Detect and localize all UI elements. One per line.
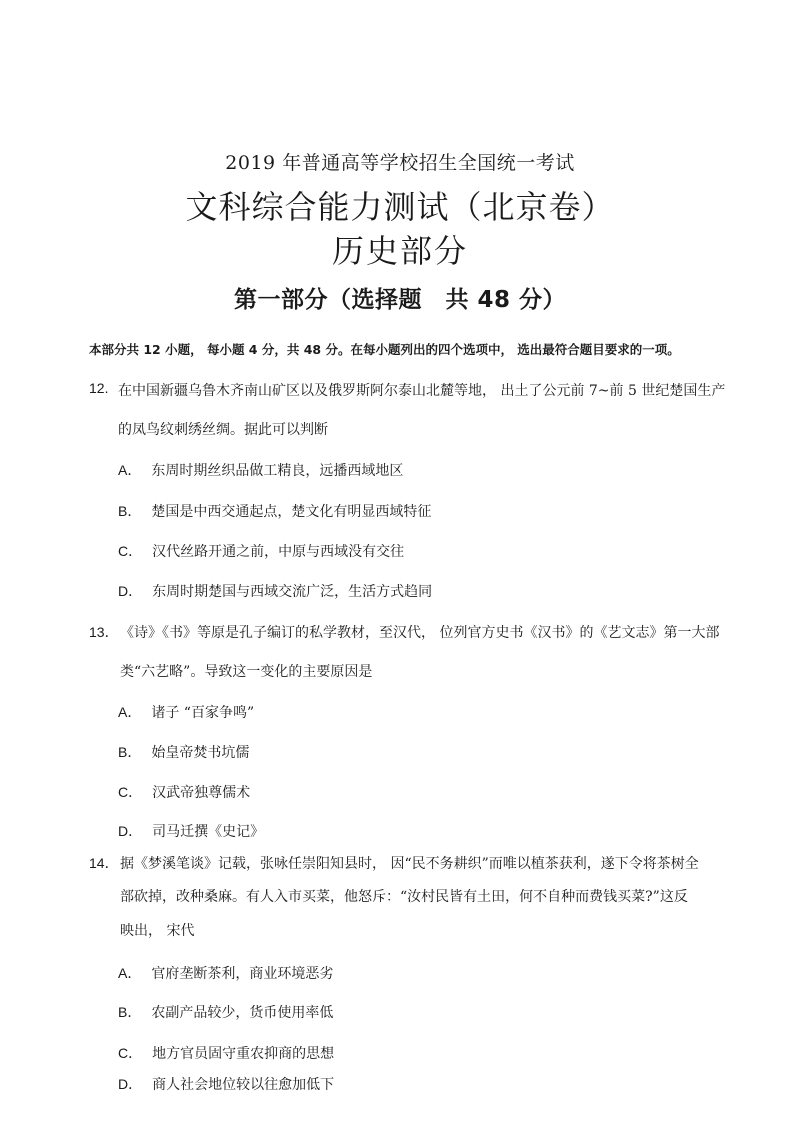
option-text: 东周时期丝织品做工精良，远播西域地区	[151, 463, 404, 479]
question-13-number: 13．	[89, 624, 119, 640]
question-12-option-b[interactable]	[118, 501, 431, 521]
option-text: 东周时期楚国与西域交流广泛，生活方式趋同	[152, 584, 433, 600]
option-text: 农副产品较少，货币使用率低	[151, 1005, 334, 1021]
question-12-stem-line-2: 的凤鸟纹刺绣丝绸。据此可以判断	[118, 422, 328, 438]
option-label: C．	[118, 1045, 143, 1061]
option-label: B．	[118, 503, 142, 519]
question-13-stem-line-1: 《诗》《书》等原是孔子编订的私学教材，至汉代， 位列官方史书《汉书》的《艺文志》第一大部	[120, 625, 720, 641]
question-14-option-d[interactable]	[118, 1074, 334, 1094]
question-14-stem-line-1: 据《梦溪笔谈》记载，张咏任崇阳知县时， 因“民不务耕织”而唯以植茶获利，遂下令将茶树全	[120, 856, 699, 872]
question-12-option-d[interactable]	[118, 581, 432, 601]
question-14-stem-line-2: 部砍掉，改种桑麻。有人入市买菜，他怒斥：“汝村民皆有土田，何不自种而费钱买菜?”这反	[120, 889, 688, 905]
question-14-number: 14．	[89, 855, 119, 871]
option-label: D．	[118, 583, 143, 599]
option-label: D．	[118, 1076, 143, 1092]
question-14-option-a[interactable]	[118, 963, 333, 983]
exam-subject-title: 文科综合能力测试（北京卷）	[185, 188, 615, 226]
option-text: 始皇帝焚书坑儒	[151, 745, 250, 761]
question-14-option-b[interactable]	[118, 1002, 333, 1022]
question-12-option-c[interactable]	[118, 541, 404, 561]
question-14-option-c[interactable]	[118, 1043, 334, 1063]
option-text: 地方官员固守重农抑商的思想	[152, 1046, 335, 1062]
section-title: 第一部分（选择题 共 48 分）	[233, 287, 567, 313]
question-13-stem-line-2: 类“六艺略”。导致这一变化的主要原因是	[120, 664, 373, 680]
option-text: 汉代丝路开通之前，中原与西域没有交往	[152, 544, 405, 560]
option-label: B．	[118, 1004, 142, 1020]
question-13-option-c[interactable]	[118, 782, 250, 802]
option-label: C．	[118, 543, 143, 559]
option-label: D．	[118, 823, 143, 839]
question-13-option-a[interactable]	[118, 702, 254, 722]
question-12-stem-line-1: 在中国新疆乌鲁木齐南山矿区以及俄罗斯阿尔泰山北麓等地， 出土了公元前 7~前 5 世纪楚国生产	[118, 383, 726, 399]
option-label: B．	[118, 744, 142, 760]
exam-year-title: 2019 年普通高等学校招生全国统一考试	[225, 152, 575, 174]
question-14-stem-line-3: 映出， 宋代	[120, 923, 195, 939]
option-text: 诸子 “百家争鸣”	[151, 705, 255, 721]
option-text: 司马迁撰《史记》	[152, 824, 265, 840]
option-label: C．	[118, 784, 143, 800]
question-13-option-d[interactable]	[118, 821, 264, 841]
option-text: 商人社会地位较以往愈加低下	[152, 1077, 335, 1093]
option-label: A．	[118, 704, 142, 720]
option-label: A．	[118, 462, 142, 478]
question-12-number: 12.	[89, 380, 109, 396]
option-text: 官府垄断茶利，商业环境恶劣	[151, 966, 334, 982]
question-12-option-a[interactable]	[118, 460, 403, 480]
option-label: A．	[118, 965, 142, 981]
section-instructions: 本部分共 12 小题， 每小题 4 分，共 48 分。在每小题列出的四个选项中， 选出最符合题目要求的一项。	[89, 342, 680, 357]
question-13-option-b[interactable]	[118, 742, 249, 762]
exam-part-title: 历史部分	[331, 232, 468, 270]
option-text: 汉武帝独尊儒术	[152, 785, 251, 801]
option-text: 楚国是中西交通起点，楚文化有明显西域特征	[151, 504, 432, 520]
